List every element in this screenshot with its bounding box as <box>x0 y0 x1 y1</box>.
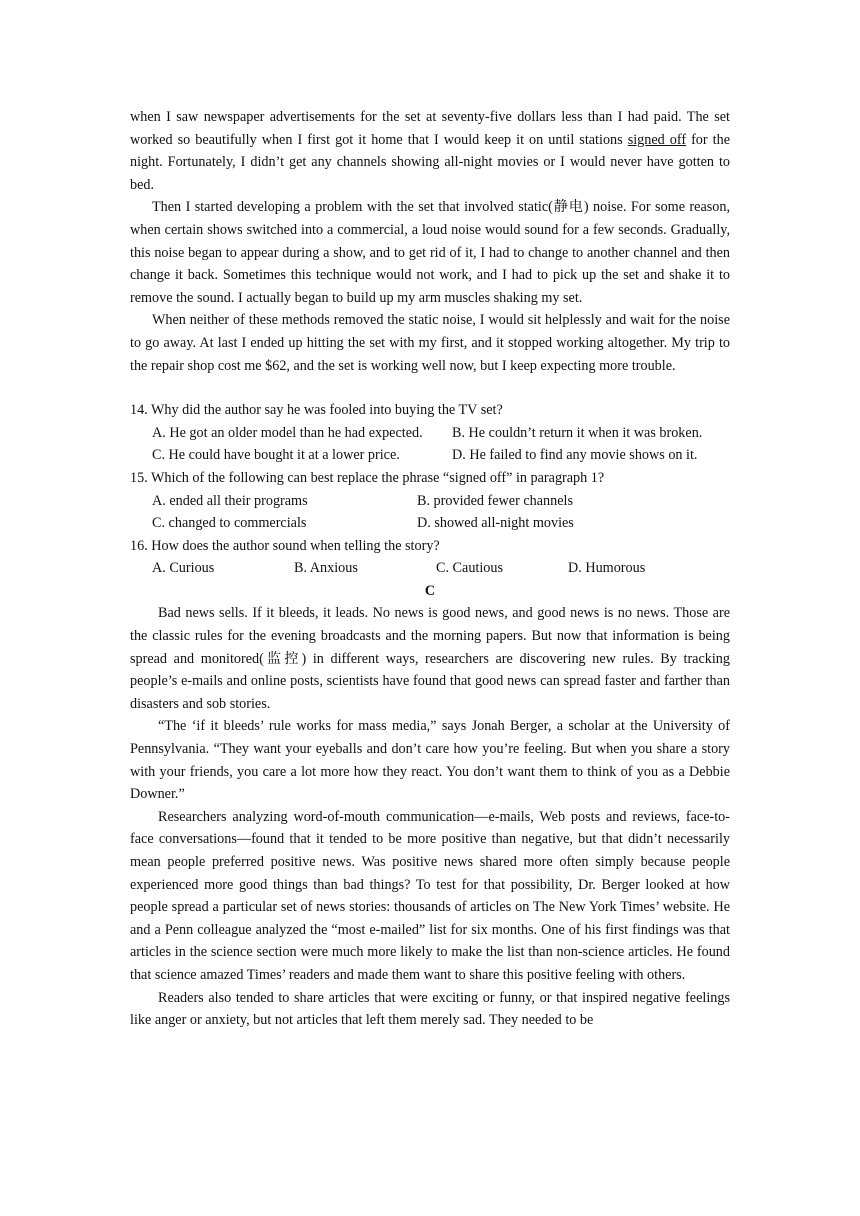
option-14-c: C. He could have bought it at a lower price. <box>152 447 400 464</box>
option-16-c: C. Cautious <box>436 560 504 577</box>
question-15: 15. Which of the following can best replace the phrase “signed off” in paragraph 1? <box>130 469 605 486</box>
signed-off-underlined-phrase: signed off <box>627 131 687 148</box>
passage-b-paragraph-2: Then I started developing a problem with the set that involved static(静电) noise. For some reason, when certain shows switched into a commercial, a loud noise would sound for a few seconds. Gradually, this noise began to appear during a show, and to get rid of it, I had to change to another channel and then change it back. Sometimes this technique would not work, and I had to pick up the set and shake it to remove the sound. I actually began to build up my arm muscles shaking my set. <box>130 199 730 306</box>
option-16-d: D. Humorous <box>568 560 646 577</box>
option-15-c: C. changed to commercials <box>152 515 307 532</box>
passage-c-heading: C <box>424 582 436 599</box>
option-14-d: D. He failed to find any movie shows on it. <box>452 447 698 464</box>
passage-c-paragraph-3: Researchers analyzing word-of-mouth communication—e-mails, Web posts and reviews, face-to-face conversations—found that it tended to be more positive than negative, but that didn’t necessarily mean people preferred positive news. Was positive news shared more often simply because people experienced more good things than bad things? To test for that possibility, Dr. Berger looked at how people spread a particular set of news stories: thousands of articles on The New York Times’ website. He and a Penn colleague analyzed the “most e-mailed” list for six months. One of his first findings was that articles in the science section were much more likely to make the list than non-science articles. He found that science amazed Times’ readers and made them want to share this positive feeling with others. <box>130 808 730 983</box>
question-15-options-row-2 <box>130 512 730 535</box>
option-14-a: A. He got an older model than he had expected. <box>152 424 423 441</box>
passage-b-paragraph-1 <box>130 106 730 196</box>
option-15-a: A. ended all their programs <box>152 492 308 509</box>
question-14: 14. Why did the author say he was fooled into buying the TV set? <box>130 402 503 419</box>
passage-b-p1-text-a: when I saw newspaper advertisements for the set at seventy-five dollars less than I had paid. The set worked so beautifully when I first got it home that I would keep it on until stations <box>130 109 730 148</box>
question-16-options <box>130 557 730 580</box>
option-14-b: B. He couldn’t return it when it was broken. <box>452 424 703 441</box>
passage-c-paragraph-2: “The ‘if it bleeds’ rule works for mass media,” says Jonah Berger, a scholar at the University of Pennsylvania. “They want your eyeballs and don’t care how you’re feeling. But when you share a story with your friends, you care a lot more how they react. You don’t want them to think of you as a Debbie Downer.” <box>130 718 730 803</box>
question-16: 16. How does the author sound when telling the story? <box>130 537 440 554</box>
document-page <box>130 106 730 1032</box>
passage-c-paragraph-4: Readers also tended to share articles that were exciting or funny, or that inspired negative feelings like anger or anxiety, but not articles that left them merely sad. They needed to be <box>130 989 730 1029</box>
question-15-options-row-1 <box>130 490 730 513</box>
passage-c-paragraph-1: Bad news sells. If it bleeds, it leads. No news is good news, and good news is no news. Those are the classic rules for the evening broadcasts and the morning papers. But now that information is being spread and monitored(监控) in different ways, researchers are discovering new rules. By tracking people’s e-mails and online posts, scientists have found that good news can spread faster and farther than disasters and sob stories. <box>130 605 730 712</box>
question-14-options-row-1 <box>130 422 730 445</box>
passage-b-p1-text-b: for the night. Fortunately, I didn’t get any channels showing all-night movies or I would never have gotten to bed. <box>130 131 730 193</box>
question-14-options-row-2 <box>130 444 730 467</box>
option-16-a: A. Curious <box>152 560 215 577</box>
spacer <box>130 377 730 399</box>
option-15-d: D. showed all-night movies <box>417 515 574 532</box>
option-15-b: B. provided fewer channels <box>417 492 574 509</box>
passage-b-paragraph-3: When neither of these methods removed the static noise, I would sit helplessly and wait for the noise to go away. At last I ended up hitting the set with my first, and it stopped working altogether. My trip to the repair shop cost me $62, and the set is working well now, but I keep expecting more trouble. <box>130 312 730 374</box>
option-16-b: B. Anxious <box>294 560 358 577</box>
